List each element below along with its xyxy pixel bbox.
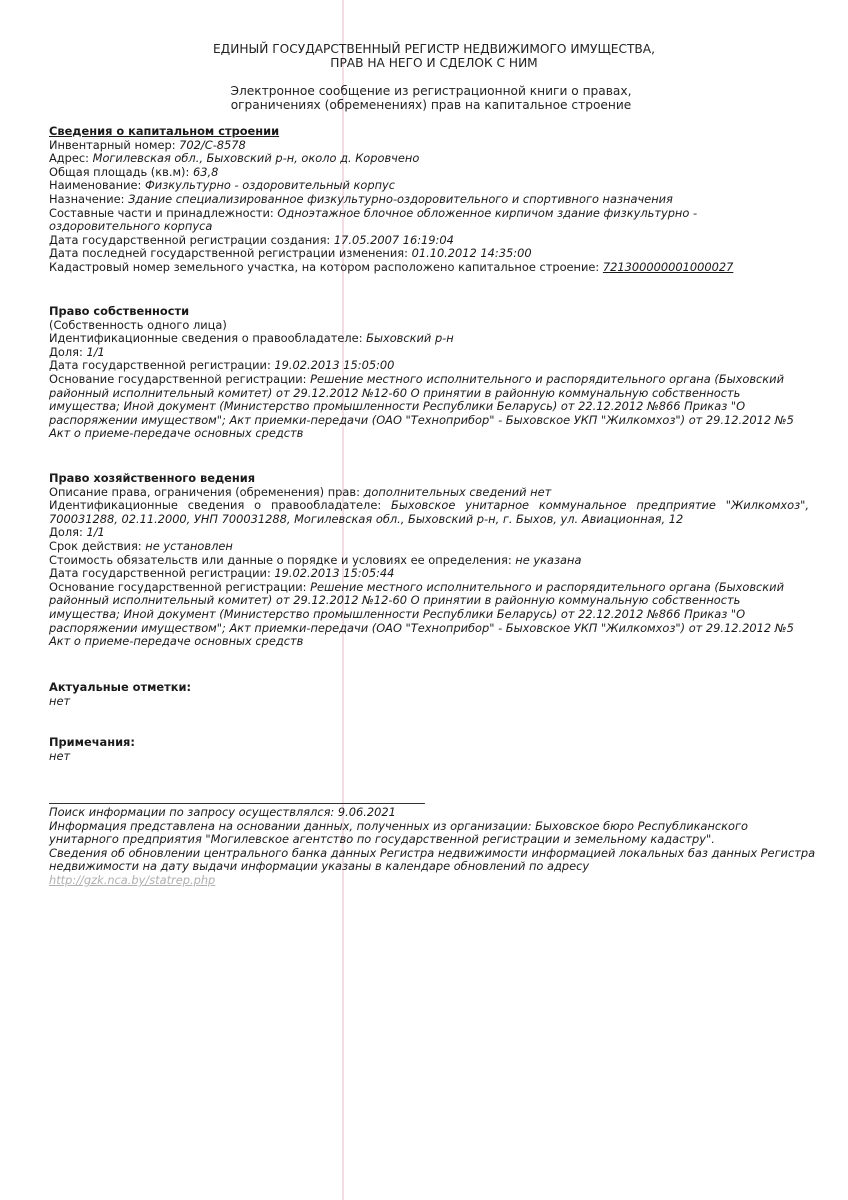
footer (49, 806, 819, 888)
field-row (49, 567, 809, 581)
field-label: Кадастровый номер земельного участка, на котором расположено капитальное строение: (49, 259, 603, 274)
field-row (49, 139, 809, 153)
economic-management-fields (49, 486, 809, 649)
economic-management-title: Право хозяйственного ведения (49, 471, 256, 485)
footer-search-date: Поиск информации по запросу осуществлялся: 9.06.2021 (49, 805, 396, 819)
field-row (49, 581, 809, 649)
field-row (49, 261, 809, 275)
field-label: Срок действия: (49, 538, 146, 553)
field-row (49, 234, 809, 248)
field-value: Решение местного исполнительного и распорядительного органа (Быховский районный исполнительный комитет) от 29.12.2012 №12-60 О принятии в районную коммунальную собственность имущества; Иной документ (Министерство промышленности Республики Беларусь) от 22.12.2012 №866 Приказ "О распоряжении имуществом"; Акт приемки-передачи (ОАО "Технoприбор" - Быховское УКП "Жилкомхоз") от 29.12.2012 №5 Акт о приеме-передаче основных средств (49, 579, 794, 649)
notes-section (49, 736, 809, 763)
field-row (49, 179, 809, 193)
field-label: Дата последней государственной регистрации изменения: (49, 246, 412, 261)
field-label: Основание государственной регистрации: (49, 579, 311, 594)
building-info-title: Сведения о капитальном строении (49, 124, 280, 138)
message-subtitle-line1: Электронное сообщение из регистрационной книги о правах, (230, 84, 632, 98)
field-value: 63,8 (192, 164, 219, 179)
field-row (49, 526, 809, 540)
field-row (49, 554, 809, 568)
current-marks-value: нет (49, 693, 71, 708)
field-value: 19.02.2013 15:05:44 (274, 566, 395, 581)
field-label: Основание государственной регистрации: (49, 371, 311, 386)
field-row (49, 152, 809, 166)
field-row (49, 373, 809, 441)
field-label: Идентификационные сведения о правообладателе: (49, 498, 392, 513)
field-value: 1/1 (86, 344, 105, 359)
document-header (0, 42, 848, 70)
ownership-subtitle: (Собственность одного лица) (49, 317, 227, 332)
field-label: Описание права, ограничения (обременения) прав: (49, 484, 364, 499)
field-label: Дата государственной регистрации: (49, 566, 275, 581)
field-label: Стоимость обязательств или данные о порядке и условиях ее определения: (49, 552, 516, 567)
field-value: Быховский р-н (366, 331, 454, 346)
field-label: Инвентарный номер: (49, 137, 180, 152)
field-label: Дата государственной регистрации создания: (49, 232, 334, 247)
field-value: 01.10.2012 14:35:00 (411, 246, 532, 261)
field-value: Быховское унитарное коммунальное предприятие "Жилкомхоз", 700031288, 02.11.2000, УНП 700031288, Могилевская обл., Быховский р-н, г. Быхов, ул. Авиационная, 12 (49, 498, 809, 526)
ownership-title: Право собственности (49, 304, 190, 318)
field-value: не указана (515, 552, 582, 567)
footer-source: Информация представлена на основании данных, полученных из организации: Быховское бюро Республиканского унитарного предприятия "Могилевское агентство по государственной регистрации и земельному кадастру". (49, 818, 748, 847)
field-value: 17.05.2007 16:19:04 (333, 232, 454, 247)
register-title-line1: ЕДИНЫЙ ГОСУДАРСТВЕННЫЙ РЕГИСТР НЕДВИЖИМОГО ИМУЩЕСТВА, (212, 42, 656, 56)
field-value: 1/1 (86, 525, 105, 540)
field-row (49, 207, 809, 234)
field-value: 702/С-8578 (179, 137, 246, 152)
message-subtitle-line2: ограничениях (обременениях) прав на капитальное строение (230, 98, 632, 112)
field-row (49, 332, 809, 346)
field-row (49, 540, 809, 554)
field-row (49, 193, 809, 207)
field-row (49, 486, 809, 500)
current-marks-title: Актуальные отметки: (49, 680, 191, 694)
field-label: Составные части и принадлежности: (49, 205, 278, 220)
field-row (49, 359, 809, 373)
footer-divider (49, 803, 425, 804)
ownership-fields (49, 332, 809, 441)
field-value: 19.02.2013 15:05:00 (274, 358, 395, 373)
field-row (49, 499, 809, 526)
field-row (49, 247, 809, 261)
field-row (49, 166, 809, 180)
building-info-section (49, 125, 809, 275)
footer-update-info: Сведения об обновлении центрального банка данных Регистра недвижимости информацией локальных баз данных Регистра недвижимости на дату выдачи информации указаны в календаре обновлений по адресу (49, 845, 816, 874)
field-value: не установлен (145, 538, 233, 553)
field-label: Назначение: (49, 191, 129, 206)
field-label: Дата государственной регистрации: (49, 358, 275, 373)
field-label: Адрес: (49, 151, 93, 166)
field-label: Доля: (49, 344, 87, 359)
field-value: Решение местного исполнительного и распорядительного органа (Быховский районный исполнительный комитет) от 29.12.2012 №12-60 О принятии в районную коммунальную собственность имущества; Иной документ (Министерство промышленности Республики Беларусь) от 22.12.2012 №866 Приказ "О распоряжении имуществом"; Акт приемки-передачи (ОАО "Технoприбор" - Быховское УКП "Жилкомхоз") от 29.12.2012 №5 Акт о приеме-передаче основных средств (49, 371, 794, 441)
field-value: дополнительных сведений нет (363, 484, 552, 499)
field-value: 721300000001000027 (602, 259, 734, 274)
field-label: Доля: (49, 525, 87, 540)
field-label: Идентификационные сведения о правообладателе: (49, 331, 367, 346)
field-value: Здание специализированное физкультурно-оздоровительного и спортивного назначения (128, 191, 673, 206)
economic-management-section (49, 472, 809, 649)
document-subheader (0, 84, 848, 112)
notes-value: нет (49, 748, 71, 763)
statrep-link[interactable]: http://gzk.nca.by/statrep.php (49, 872, 216, 887)
field-value: Физкультурно - оздоровительный корпус (144, 178, 396, 193)
field-label: Наименование: (49, 178, 145, 193)
notes-title: Примечания: (49, 735, 135, 749)
field-value: Одноэтажное блочное обложенное кирпичом здание физкультурно - оздоровительного корпуса (49, 205, 698, 234)
register-title-line2: ПРАВ НА НЕГО И СДЕЛОК С НИМ (330, 56, 538, 70)
field-value: Могилевская обл., Быховский р-н, около д. Коровчено (92, 151, 420, 166)
field-row (49, 346, 809, 360)
building-fields (49, 139, 809, 275)
ownership-section (49, 305, 809, 441)
current-marks-section (49, 681, 809, 708)
field-label: Общая площадь (кв.м): (49, 164, 193, 179)
